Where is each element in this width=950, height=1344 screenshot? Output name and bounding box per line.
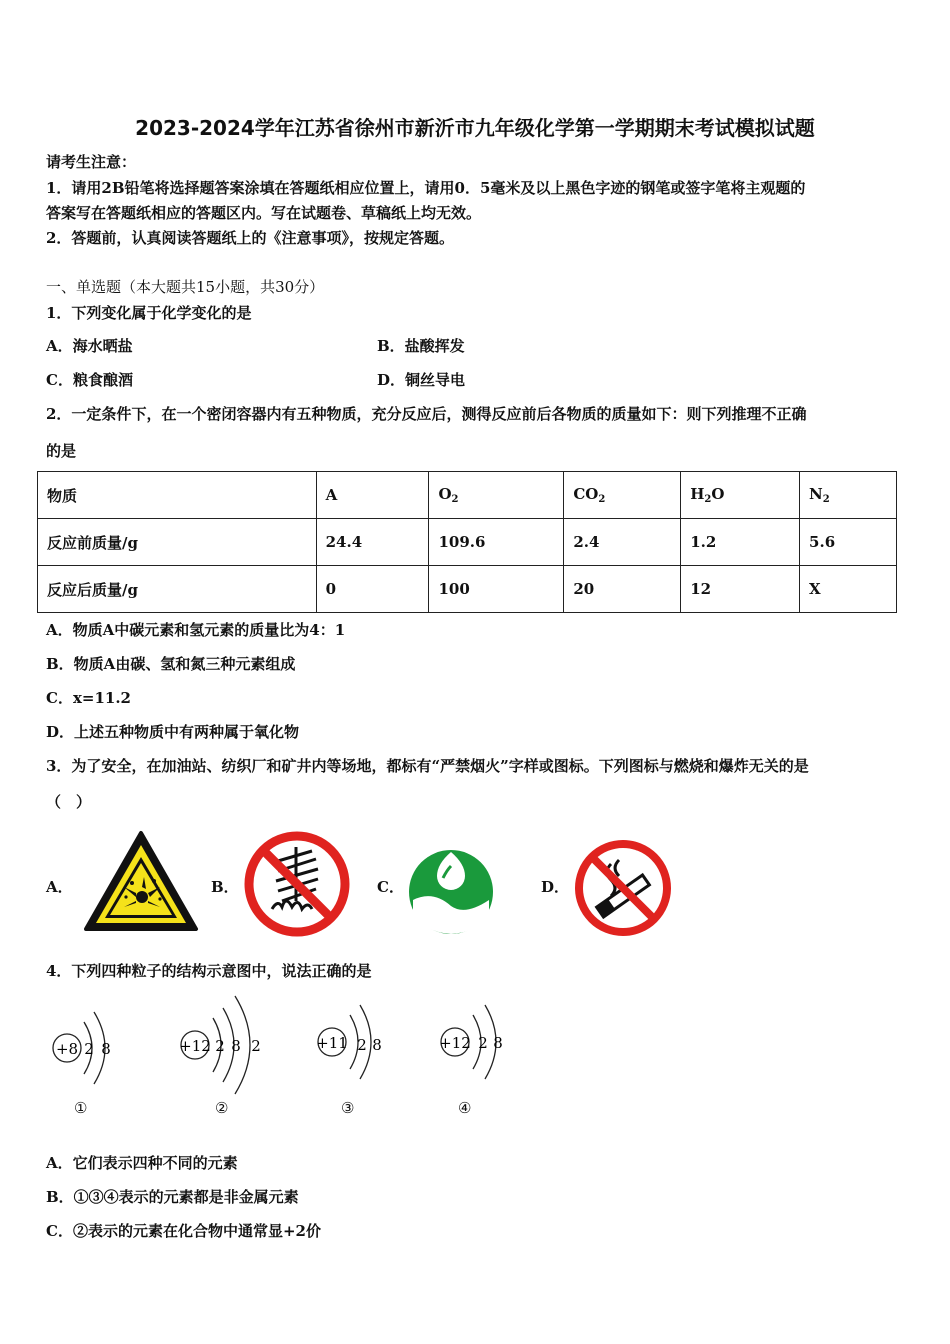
section-heading: 一、单选题（本大题共15小题，共30分） — [46, 278, 325, 296]
q3-label-d: D． — [541, 878, 570, 896]
table-cell: 反应前质量/g — [38, 519, 317, 566]
particle-diagram-3 — [312, 995, 402, 1095]
notice-line-3: 2．答题前，认真阅读答题纸上的《注意事项》，按规定答题。 — [46, 229, 454, 247]
shell-electrons: 8 — [493, 1034, 503, 1052]
q2-option-c: C．x=11.2 — [46, 689, 131, 707]
explosive-warning-icon — [82, 829, 200, 933]
table-cell: 2.4 — [564, 519, 681, 566]
notice-line-1: 1．请用2B铅笔将选择题答案涂填在答题纸相应位置上，请用0．5毫米及以上黑色字迹的钢笔或签字笔将主观题的 — [46, 179, 806, 197]
shell-electrons: 8 — [372, 1036, 382, 1054]
notice-line-2: 答案写在答题纸相应的答题区内。写在试题卷、草稿纸上均无效。 — [46, 204, 482, 222]
q1-option-c: C．粮食酿酒 — [46, 371, 133, 389]
q2-option-b: B．物质A由碳、氢和氮三种元素组成 — [46, 655, 296, 673]
shell-electrons: 2 — [251, 1037, 261, 1055]
table-header-cell: $O_2$ — [429, 472, 564, 519]
nucleus-charge: +12 — [179, 1037, 211, 1055]
table-cell: 1.2 — [681, 519, 800, 566]
shell-electrons: 8 — [101, 1040, 111, 1058]
table-row — [38, 566, 897, 613]
mass-table — [37, 471, 897, 613]
shell-electrons: 2 — [84, 1040, 94, 1058]
q3-label-a: A． — [46, 878, 73, 896]
q2-stem-line-2: 的是 — [46, 442, 77, 460]
q4-option-b: B．①③④表示的元素都是非金属元素 — [46, 1188, 299, 1206]
table-header-cell: $H_2O$ — [681, 472, 800, 519]
q2-stem-line-1: 2．一定条件下，在一个密闭容器内有五种物质，充分反应后，测得反应前后各物质的质量如下：则下列推理不正确 — [46, 405, 807, 423]
q3-stem-line-2: （ ） — [46, 793, 92, 811]
table-cell: 反应后质量/g — [38, 566, 317, 613]
q1-option-d: D．铜丝导电 — [377, 371, 466, 389]
table-header-cell: 物质 — [38, 472, 317, 519]
table-row — [38, 519, 897, 566]
shell-electrons: 8 — [231, 1037, 241, 1055]
notice-heading: 请考生注意： — [46, 153, 137, 171]
water-saving-icon — [407, 848, 495, 936]
shell-electrons: 2 — [215, 1037, 225, 1055]
table-header-cell: $N_2$ — [800, 472, 897, 519]
particle-diagram-1 — [48, 1000, 138, 1100]
q2-option-d: D．上述五种物质中有两种属于氧化物 — [46, 723, 300, 741]
particle-label-3: ③ — [341, 1099, 355, 1117]
no-stacking-flammables-icon — [242, 829, 352, 939]
particle-diagram-2 — [175, 990, 275, 1100]
shell-electrons: 2 — [357, 1036, 367, 1054]
table-cell: 5.6 — [800, 519, 897, 566]
no-smoking-icon — [573, 838, 673, 938]
particle-diagram-4 — [435, 995, 525, 1095]
table-cell: 12 — [681, 566, 800, 613]
nucleus-charge: +8 — [55, 1040, 79, 1058]
particle-label-4: ④ — [458, 1099, 472, 1117]
q3-label-b: B． — [211, 878, 239, 896]
table-header-cell: $CO_2$ — [564, 472, 681, 519]
table-cell: 100 — [429, 566, 564, 613]
q1-option-b: B．盐酸挥发 — [377, 337, 465, 355]
table-header-cell: A — [316, 472, 429, 519]
q3-stem-line-1: 3．为了安全，在加油站、纺织厂和矿井内等场地，都标有“严禁烟火”字样或图标。下列图标与燃烧和爆炸无关的是 — [46, 757, 809, 775]
particle-label-2: ② — [215, 1099, 229, 1117]
table-cell: 109.6 — [429, 519, 564, 566]
table-cell: 24.4 — [316, 519, 429, 566]
q2-option-a: A．物质A中碳元素和氢元素的质量比为4：1 — [46, 621, 346, 639]
table-header-row — [38, 472, 897, 519]
q1-stem: 1．下列变化属于化学变化的是 — [46, 304, 252, 322]
particle-label-1: ① — [74, 1099, 88, 1117]
q4-option-c: C．②表示的元素在化合物中通常显+2价 — [46, 1222, 321, 1240]
nucleus-charge: +12 — [439, 1034, 471, 1052]
q4-stem: 4．下列四种粒子的结构示意图中，说法正确的是 — [46, 962, 372, 980]
table-cell: 0 — [316, 566, 429, 613]
q1-option-a: A．海水晒盐 — [46, 337, 133, 355]
q4-option-a: A．它们表示四种不同的元素 — [46, 1154, 238, 1172]
table-cell: 20 — [564, 566, 681, 613]
table-cell: X — [800, 566, 897, 613]
nucleus-charge: +11 — [316, 1034, 348, 1052]
page-title: 2023-2024学年江苏省徐州市新沂市九年级化学第一学期期末考试模拟试题 — [135, 116, 815, 140]
shell-electrons: 2 — [478, 1034, 488, 1052]
q3-label-c: C． — [377, 878, 404, 896]
